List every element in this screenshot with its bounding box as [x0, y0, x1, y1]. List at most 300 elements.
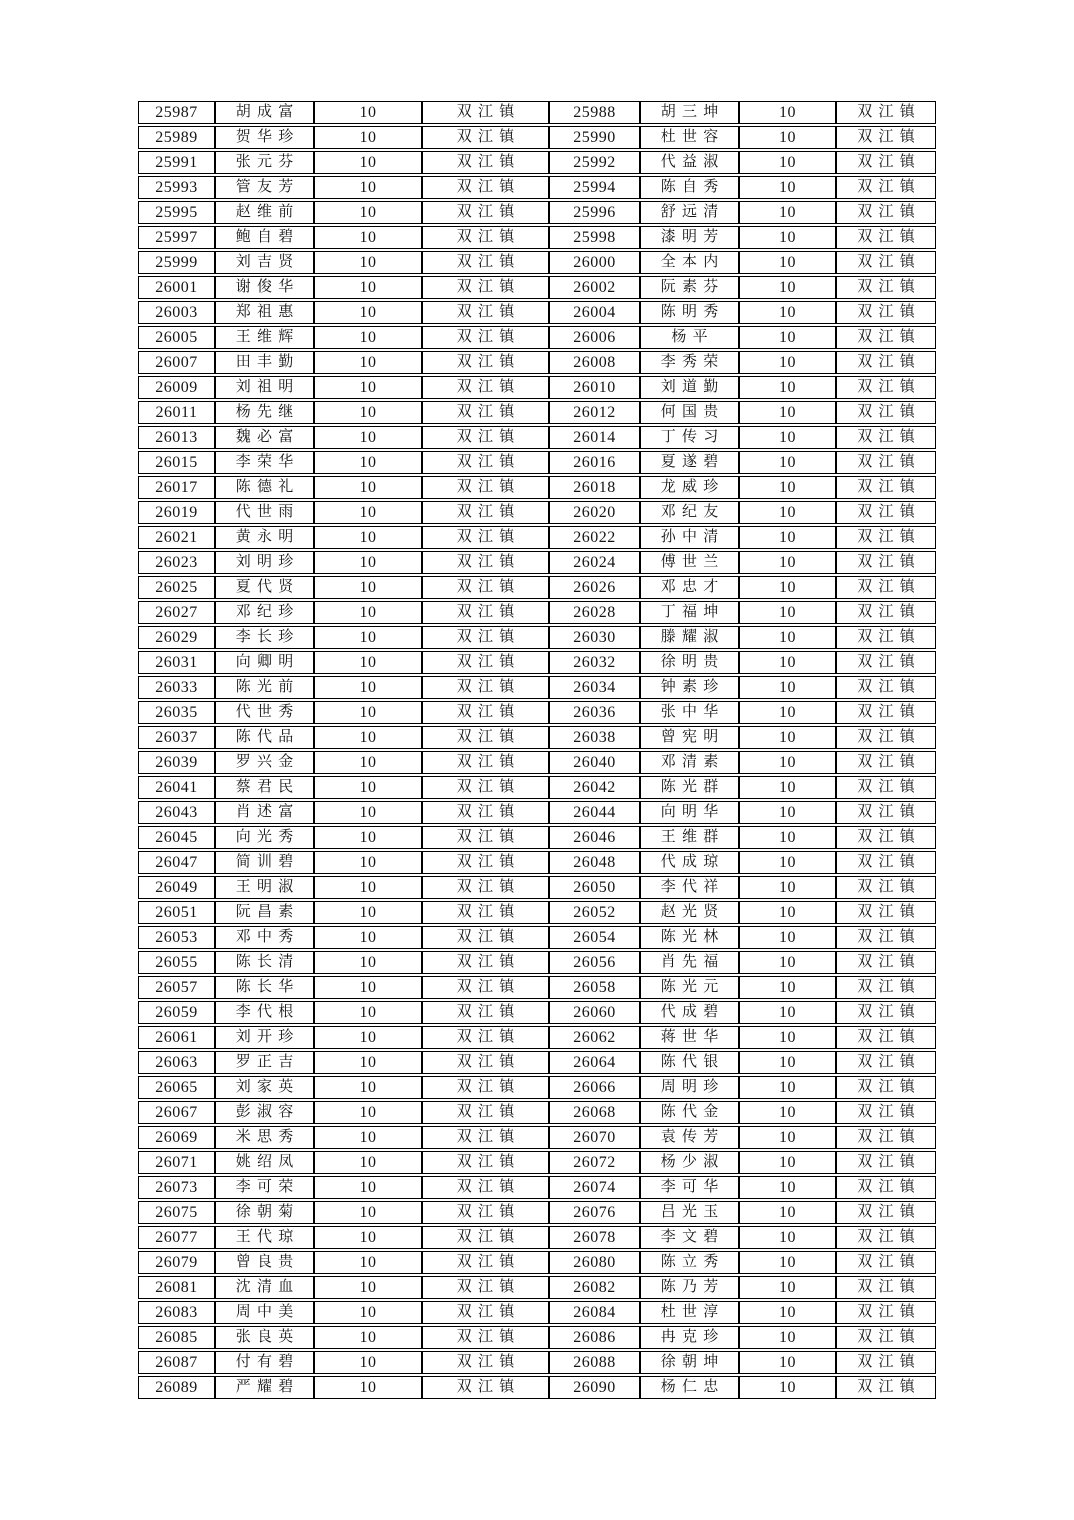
right-name-cell: 傅世兰: [640, 551, 739, 574]
right-value-cell: 10: [739, 901, 836, 924]
right-town-cell: 双江镇: [836, 1301, 936, 1324]
left-name-cell: 罗正吉: [215, 1051, 314, 1074]
left-value-cell: 10: [314, 1126, 422, 1149]
right-serial-cell: 26006: [549, 326, 640, 349]
right-value-cell: 10: [739, 1101, 836, 1124]
left-name-cell: 刘开珍: [215, 1026, 314, 1049]
right-town-cell: 双江镇: [836, 501, 936, 524]
right-name-cell: 代成碧: [640, 1001, 739, 1024]
left-serial-cell: 25989: [138, 126, 215, 149]
table-row: [138, 401, 936, 424]
left-value-cell: 10: [314, 1176, 422, 1199]
right-town-cell: 双江镇: [836, 276, 936, 299]
table-row: [138, 351, 936, 374]
right-name-cell: 何国贵: [640, 401, 739, 424]
right-serial-cell: 26010: [549, 376, 640, 399]
left-town-cell: 双江镇: [422, 751, 549, 774]
table-row: [138, 626, 936, 649]
right-value-cell: 10: [739, 126, 836, 149]
right-value-cell: 10: [739, 401, 836, 424]
left-serial-cell: 26087: [138, 1351, 215, 1374]
right-value-cell: 10: [739, 526, 836, 549]
table-row: [138, 1076, 936, 1099]
right-value-cell: 10: [739, 701, 836, 724]
table-row: [138, 701, 936, 724]
table-row: [138, 1101, 936, 1124]
left-serial-cell: 26071: [138, 1151, 215, 1174]
right-serial-cell: 25996: [549, 201, 640, 224]
right-value-cell: 10: [739, 1126, 836, 1149]
left-name-cell: 周中美: [215, 1301, 314, 1324]
right-value-cell: 10: [739, 251, 836, 274]
left-value-cell: 10: [314, 1376, 422, 1399]
left-town-cell: 双江镇: [422, 351, 549, 374]
right-name-cell: 舒远清: [640, 201, 739, 224]
right-serial-cell: 26020: [549, 501, 640, 524]
left-town-cell: 双江镇: [422, 176, 549, 199]
right-name-cell: 杨仁忠: [640, 1376, 739, 1399]
left-name-cell: 付有碧: [215, 1351, 314, 1374]
right-serial-cell: 26052: [549, 901, 640, 924]
table-row: [138, 301, 936, 324]
left-town-cell: 双江镇: [422, 826, 549, 849]
left-town-cell: 双江镇: [422, 301, 549, 324]
right-serial-cell: 26046: [549, 826, 640, 849]
left-value-cell: 10: [314, 1276, 422, 1299]
left-serial-cell: 26037: [138, 726, 215, 749]
left-town-cell: 双江镇: [422, 1251, 549, 1274]
left-town-cell: 双江镇: [422, 151, 549, 174]
right-value-cell: 10: [739, 601, 836, 624]
table-row: [138, 1026, 936, 1049]
right-name-cell: 陈明秀: [640, 301, 739, 324]
left-value-cell: 10: [314, 1226, 422, 1249]
left-serial-cell: 26035: [138, 701, 215, 724]
right-value-cell: 10: [739, 1201, 836, 1224]
right-serial-cell: 25988: [549, 101, 640, 124]
table-row: [138, 451, 936, 474]
left-serial-cell: 26041: [138, 776, 215, 799]
left-town-cell: 双江镇: [422, 726, 549, 749]
right-value-cell: 10: [739, 876, 836, 899]
left-town-cell: 双江镇: [422, 876, 549, 899]
left-serial-cell: 26073: [138, 1176, 215, 1199]
left-name-cell: 代世雨: [215, 501, 314, 524]
right-town-cell: 双江镇: [836, 601, 936, 624]
right-town-cell: 双江镇: [836, 526, 936, 549]
right-serial-cell: 26030: [549, 626, 640, 649]
table-row: [138, 476, 936, 499]
left-name-cell: 李代根: [215, 1001, 314, 1024]
left-name-cell: 夏代贤: [215, 576, 314, 599]
right-serial-cell: 25998: [549, 226, 640, 249]
left-town-cell: 双江镇: [422, 1376, 549, 1399]
right-name-cell: 陈乃芳: [640, 1276, 739, 1299]
right-serial-cell: 26014: [549, 426, 640, 449]
table-row: [138, 1326, 936, 1349]
right-town-cell: 双江镇: [836, 576, 936, 599]
right-value-cell: 10: [739, 476, 836, 499]
right-value-cell: 10: [739, 1251, 836, 1274]
left-value-cell: 10: [314, 1201, 422, 1224]
left-town-cell: 双江镇: [422, 101, 549, 124]
table-row: [138, 1176, 936, 1199]
right-value-cell: 10: [739, 1326, 836, 1349]
left-name-cell: 阮昌素: [215, 901, 314, 924]
left-town-cell: 双江镇: [422, 776, 549, 799]
right-town-cell: 双江镇: [836, 326, 936, 349]
left-name-cell: 刘家英: [215, 1076, 314, 1099]
left-value-cell: 10: [314, 826, 422, 849]
left-name-cell: 张良英: [215, 1326, 314, 1349]
right-town-cell: 双江镇: [836, 951, 936, 974]
table-row: [138, 1051, 936, 1074]
right-serial-cell: 26032: [549, 651, 640, 674]
left-value-cell: 10: [314, 276, 422, 299]
table-row: [138, 426, 936, 449]
table-row: [138, 276, 936, 299]
left-serial-cell: 25997: [138, 226, 215, 249]
right-value-cell: 10: [739, 1151, 836, 1174]
left-name-cell: 邓纪珍: [215, 601, 314, 624]
table-row: [138, 676, 936, 699]
right-value-cell: 10: [739, 951, 836, 974]
right-serial-cell: 26086: [549, 1326, 640, 1349]
left-value-cell: 10: [314, 576, 422, 599]
left-value-cell: 10: [314, 901, 422, 924]
right-name-cell: 钟素珍: [640, 676, 739, 699]
left-serial-cell: 26059: [138, 1001, 215, 1024]
left-serial-cell: 26033: [138, 676, 215, 699]
left-name-cell: 王明淑: [215, 876, 314, 899]
left-value-cell: 10: [314, 176, 422, 199]
right-value-cell: 10: [739, 1001, 836, 1024]
right-serial-cell: 26016: [549, 451, 640, 474]
left-value-cell: 10: [314, 101, 422, 124]
right-name-cell: 杨少淑: [640, 1151, 739, 1174]
right-value-cell: 10: [739, 1276, 836, 1299]
right-town-cell: 双江镇: [836, 451, 936, 474]
right-town-cell: 双江镇: [836, 401, 936, 424]
right-serial-cell: 26076: [549, 1201, 640, 1224]
left-name-cell: 胡成富: [215, 101, 314, 124]
left-name-cell: 赵维前: [215, 201, 314, 224]
left-value-cell: 10: [314, 451, 422, 474]
left-value-cell: 10: [314, 1301, 422, 1324]
right-serial-cell: 26036: [549, 701, 640, 724]
right-town-cell: 双江镇: [836, 1151, 936, 1174]
left-value-cell: 10: [314, 226, 422, 249]
right-value-cell: 10: [739, 851, 836, 874]
left-value-cell: 10: [314, 476, 422, 499]
right-town-cell: 双江镇: [836, 301, 936, 324]
right-name-cell: 李代祥: [640, 876, 739, 899]
right-value-cell: 10: [739, 201, 836, 224]
left-town-cell: 双江镇: [422, 1001, 549, 1024]
right-name-cell: 全本内: [640, 251, 739, 274]
left-value-cell: 10: [314, 1351, 422, 1374]
left-serial-cell: 26065: [138, 1076, 215, 1099]
left-serial-cell: 26017: [138, 476, 215, 499]
left-value-cell: 10: [314, 526, 422, 549]
left-serial-cell: 26053: [138, 926, 215, 949]
table-row: [138, 1226, 936, 1249]
right-town-cell: 双江镇: [836, 426, 936, 449]
right-serial-cell: 26062: [549, 1026, 640, 1049]
left-value-cell: 10: [314, 651, 422, 674]
left-serial-cell: 26047: [138, 851, 215, 874]
right-town-cell: 双江镇: [836, 876, 936, 899]
left-value-cell: 10: [314, 801, 422, 824]
right-serial-cell: 26078: [549, 1226, 640, 1249]
left-value-cell: 10: [314, 351, 422, 374]
left-serial-cell: 26009: [138, 376, 215, 399]
table-row: [138, 1151, 936, 1174]
right-town-cell: 双江镇: [836, 1276, 936, 1299]
right-name-cell: 王维群: [640, 826, 739, 849]
right-serial-cell: 26088: [549, 1351, 640, 1374]
left-value-cell: 10: [314, 626, 422, 649]
right-serial-cell: 25992: [549, 151, 640, 174]
left-town-cell: 双江镇: [422, 626, 549, 649]
left-serial-cell: 26011: [138, 401, 215, 424]
left-town-cell: 双江镇: [422, 201, 549, 224]
right-town-cell: 双江镇: [836, 226, 936, 249]
table-row: [138, 1276, 936, 1299]
left-town-cell: 双江镇: [422, 1276, 549, 1299]
right-name-cell: 吕光玉: [640, 1201, 739, 1224]
left-town-cell: 双江镇: [422, 551, 549, 574]
right-town-cell: 双江镇: [836, 251, 936, 274]
right-serial-cell: 26090: [549, 1376, 640, 1399]
left-value-cell: 10: [314, 251, 422, 274]
left-name-cell: 刘吉贤: [215, 251, 314, 274]
right-name-cell: 李秀荣: [640, 351, 739, 374]
right-serial-cell: 26066: [549, 1076, 640, 1099]
right-value-cell: 10: [739, 626, 836, 649]
right-name-cell: 代成琼: [640, 851, 739, 874]
left-town-cell: 双江镇: [422, 901, 549, 924]
left-town-cell: 双江镇: [422, 1176, 549, 1199]
right-serial-cell: 26024: [549, 551, 640, 574]
right-serial-cell: 26044: [549, 801, 640, 824]
left-serial-cell: 26025: [138, 576, 215, 599]
left-value-cell: 10: [314, 1076, 422, 1099]
left-town-cell: 双江镇: [422, 926, 549, 949]
table-row: [138, 1201, 936, 1224]
right-value-cell: 10: [739, 226, 836, 249]
right-serial-cell: 26012: [549, 401, 640, 424]
table-row: [138, 576, 936, 599]
right-name-cell: 滕耀淑: [640, 626, 739, 649]
right-value-cell: 10: [739, 1051, 836, 1074]
right-name-cell: 赵光贤: [640, 901, 739, 924]
left-serial-cell: 25991: [138, 151, 215, 174]
left-name-cell: 曾良贵: [215, 1251, 314, 1274]
left-serial-cell: 26061: [138, 1026, 215, 1049]
table-row: [138, 551, 936, 574]
right-name-cell: 陈光元: [640, 976, 739, 999]
right-name-cell: 漆明芳: [640, 226, 739, 249]
left-name-cell: 刘祖明: [215, 376, 314, 399]
right-value-cell: 10: [739, 1076, 836, 1099]
right-town-cell: 双江镇: [836, 476, 936, 499]
right-value-cell: 10: [739, 976, 836, 999]
left-value-cell: 10: [314, 551, 422, 574]
left-value-cell: 10: [314, 151, 422, 174]
right-value-cell: 10: [739, 1226, 836, 1249]
right-town-cell: 双江镇: [836, 126, 936, 149]
right-town-cell: 双江镇: [836, 376, 936, 399]
left-serial-cell: 25987: [138, 101, 215, 124]
table-row: [138, 901, 936, 924]
left-serial-cell: 26081: [138, 1276, 215, 1299]
right-name-cell: 陈代银: [640, 1051, 739, 1074]
left-serial-cell: 26005: [138, 326, 215, 349]
table-row: [138, 951, 936, 974]
right-name-cell: 徐朝坤: [640, 1351, 739, 1374]
right-serial-cell: 25994: [549, 176, 640, 199]
table-row: [138, 1376, 936, 1399]
right-serial-cell: 26042: [549, 776, 640, 799]
left-town-cell: 双江镇: [422, 576, 549, 599]
left-town-cell: 双江镇: [422, 326, 549, 349]
right-value-cell: 10: [739, 376, 836, 399]
table-row: [138, 876, 936, 899]
right-serial-cell: 26022: [549, 526, 640, 549]
left-serial-cell: 26023: [138, 551, 215, 574]
right-town-cell: 双江镇: [836, 176, 936, 199]
left-value-cell: 10: [314, 976, 422, 999]
right-name-cell: 丁传习: [640, 426, 739, 449]
left-serial-cell: 26079: [138, 1251, 215, 1274]
left-serial-cell: 25993: [138, 176, 215, 199]
right-serial-cell: 26084: [549, 1301, 640, 1324]
left-town-cell: 双江镇: [422, 1051, 549, 1074]
right-value-cell: 10: [739, 351, 836, 374]
right-name-cell: 袁传芳: [640, 1126, 739, 1149]
right-town-cell: 双江镇: [836, 651, 936, 674]
left-value-cell: 10: [314, 501, 422, 524]
left-name-cell: 陈光前: [215, 676, 314, 699]
left-name-cell: 刘明珍: [215, 551, 314, 574]
left-serial-cell: 26063: [138, 1051, 215, 1074]
right-value-cell: 10: [739, 501, 836, 524]
right-value-cell: 10: [739, 1026, 836, 1049]
left-name-cell: 贺华珍: [215, 126, 314, 149]
right-serial-cell: 26080: [549, 1251, 640, 1274]
left-name-cell: 田丰勤: [215, 351, 314, 374]
right-value-cell: 10: [739, 426, 836, 449]
left-name-cell: 陈代品: [215, 726, 314, 749]
table-row: [138, 976, 936, 999]
table-row: [138, 201, 936, 224]
right-name-cell: 李文碧: [640, 1226, 739, 1249]
right-town-cell: 双江镇: [836, 551, 936, 574]
right-serial-cell: 26058: [549, 976, 640, 999]
table-row: [138, 1126, 936, 1149]
left-town-cell: 双江镇: [422, 401, 549, 424]
right-name-cell: 陈光林: [640, 926, 739, 949]
right-serial-cell: 26040: [549, 751, 640, 774]
table-row: [138, 526, 936, 549]
left-name-cell: 谢俊华: [215, 276, 314, 299]
right-name-cell: 邓忠才: [640, 576, 739, 599]
right-town-cell: 双江镇: [836, 1376, 936, 1399]
right-serial-cell: 26026: [549, 576, 640, 599]
right-serial-cell: 26002: [549, 276, 640, 299]
right-serial-cell: 26050: [549, 876, 640, 899]
right-serial-cell: 26064: [549, 1051, 640, 1074]
right-serial-cell: 26074: [549, 1176, 640, 1199]
right-town-cell: 双江镇: [836, 1026, 936, 1049]
right-name-cell: 杜世容: [640, 126, 739, 149]
right-town-cell: 双江镇: [836, 1001, 936, 1024]
right-town-cell: 双江镇: [836, 1101, 936, 1124]
left-town-cell: 双江镇: [422, 651, 549, 674]
left-serial-cell: 26015: [138, 451, 215, 474]
right-value-cell: 10: [739, 326, 836, 349]
right-serial-cell: 26004: [549, 301, 640, 324]
right-name-cell: 代益淑: [640, 151, 739, 174]
left-serial-cell: 26083: [138, 1301, 215, 1324]
left-serial-cell: 26075: [138, 1201, 215, 1224]
left-town-cell: 双江镇: [422, 851, 549, 874]
left-name-cell: 杨先继: [215, 401, 314, 424]
left-name-cell: 徐朝菊: [215, 1201, 314, 1224]
left-town-cell: 双江镇: [422, 1026, 549, 1049]
left-value-cell: 10: [314, 1251, 422, 1274]
left-name-cell: 郑祖惠: [215, 301, 314, 324]
left-value-cell: 10: [314, 601, 422, 624]
right-name-cell: 杨平: [640, 326, 739, 349]
right-town-cell: 双江镇: [836, 676, 936, 699]
right-name-cell: 蒋世华: [640, 1026, 739, 1049]
left-name-cell: 严耀碧: [215, 1376, 314, 1399]
right-serial-cell: 26000: [549, 251, 640, 274]
table-row: [138, 826, 936, 849]
left-serial-cell: 26003: [138, 301, 215, 324]
left-value-cell: 10: [314, 676, 422, 699]
left-serial-cell: 26039: [138, 751, 215, 774]
right-town-cell: 双江镇: [836, 1051, 936, 1074]
table-row: [138, 651, 936, 674]
right-value-cell: 10: [739, 276, 836, 299]
left-value-cell: 10: [314, 776, 422, 799]
right-name-cell: 丁福坤: [640, 601, 739, 624]
left-name-cell: 姚绍凤: [215, 1151, 314, 1174]
left-town-cell: 双江镇: [422, 601, 549, 624]
right-name-cell: 夏遂碧: [640, 451, 739, 474]
right-town-cell: 双江镇: [836, 726, 936, 749]
right-town-cell: 双江镇: [836, 1351, 936, 1374]
table-row: [138, 726, 936, 749]
right-value-cell: 10: [739, 451, 836, 474]
left-serial-cell: 26069: [138, 1126, 215, 1149]
right-serial-cell: 26060: [549, 1001, 640, 1024]
left-town-cell: 双江镇: [422, 1201, 549, 1224]
left-town-cell: 双江镇: [422, 976, 549, 999]
right-name-cell: 邓纪友: [640, 501, 739, 524]
right-serial-cell: 26068: [549, 1101, 640, 1124]
right-town-cell: 双江镇: [836, 701, 936, 724]
right-name-cell: 杜世淳: [640, 1301, 739, 1324]
left-value-cell: 10: [314, 1326, 422, 1349]
left-name-cell: 蔡君民: [215, 776, 314, 799]
right-serial-cell: 25990: [549, 126, 640, 149]
left-name-cell: 王维辉: [215, 326, 314, 349]
right-value-cell: 10: [739, 751, 836, 774]
